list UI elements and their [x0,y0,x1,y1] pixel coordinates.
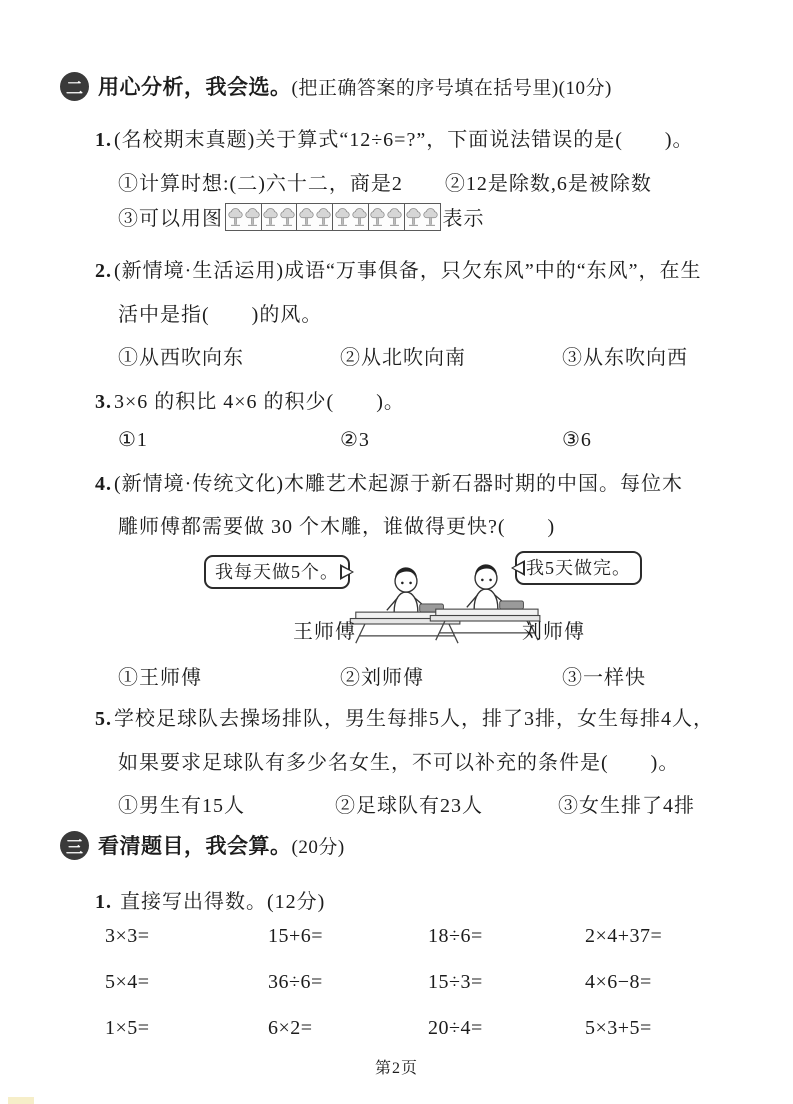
question-3-number: 3. [95,391,112,413]
section-2-title: 用心分析，我会选。 [98,76,292,99]
question-2-line-2: 活中是指( )的风。 [118,304,323,326]
scan-artifact [8,1097,34,1104]
question-4-line-1: 4. (新情境·传统文化)木雕艺术起源于新石器时期的中国。每位木 [95,473,683,495]
calc-item: 5×3+5= [585,1017,652,1039]
woodcarvers-illustration [198,545,646,647]
question-4-number: 4. [95,473,112,495]
section-3-subtitle: (20分) [291,837,345,858]
calc-item: 6×2= [268,1017,313,1039]
q4-option-2: ②刘师傅 [340,667,424,689]
question-1-option-3 [118,202,485,231]
tree-group [296,203,333,231]
calc-item: 18÷6= [428,925,483,947]
q5-option-3: ③女生排了4排 [558,795,695,817]
section-3-header [60,830,345,860]
question-3-text: 3. 3×6 的积比 4×6 的积少( )。 [95,391,405,413]
question-2-line-1: 2. (新情境·生活运用)成语“万事俱备，只欠东风”中的“东风”，在生 [95,260,702,282]
calc-item: 2×4+37= [585,925,663,947]
q3-option-3: ③6 [562,429,592,451]
calc-item: 3×3= [105,925,150,947]
q5-option-1: ①男生有15人 [118,795,245,817]
q1-option-1: ①计算时想:(二)六十二，商是2 [118,173,403,195]
tree-group [261,203,298,231]
question-4-line-2: 雕师傅都需要做 30 个木雕，谁做得更快?( ) [118,516,556,538]
question-1-number: 1. [95,129,112,151]
question-2-number: 2. [95,260,112,282]
question-5-line-1: 5. 学校足球队去操场排队，男生每排5人，排了3排，女生每排4人， [95,708,714,730]
q1-option-2: ②12是除数,6是被除数 [444,173,652,195]
speech-bubble-wang: 我每天做5个。 [204,555,350,589]
subsection-1-number: 1. [95,891,112,913]
q2-option-3: ③从东吹向西 [562,347,688,369]
q2-option-1: ①从西吹向东 [118,347,244,369]
section-2-title-line [98,71,612,101]
tree-groups-illustration [225,203,441,231]
q2-option-2: ②从北吹向南 [340,347,466,369]
q1-option-3-suffix: 表示 [442,208,485,230]
section-3-title: 看清题目，我会算。 [98,835,292,858]
question-5-line-2: 如果要求足球队有多少名女生，不可以补充的条件是( )。 [118,752,680,774]
section-3-badge: 三 [60,831,89,860]
tree-group [332,203,369,231]
page-number: 第2页 [374,1060,418,1077]
q1-option-3-prefix: ③可以用图 [118,208,223,230]
section-2-header [60,71,612,101]
calc-item: 4×6−8= [585,971,652,993]
q4-option-3: ③一样快 [562,667,646,689]
calc-item: 1×5= [105,1017,150,1039]
speech-bubble-liu: 我5天做完。 [515,551,642,585]
section-2-subtitle: (把正确答案的序号填在括号里)(10分) [291,78,612,99]
q3-option-1: ①1 [118,429,148,451]
section-2-badge: 二 [60,72,89,101]
q4-option-1: ①王师傅 [118,667,202,689]
calc-item: 5×4= [105,971,150,993]
question-5-number: 5. [95,708,112,730]
worker-liu-label: 刘师傅 [522,621,585,643]
q3-option-2: ②3 [340,429,370,451]
question-1-options [118,167,652,196]
q5-option-2: ②足球队有23人 [335,795,483,817]
worker-wang-label: 王师傅 [293,621,356,643]
tree-group [225,203,262,231]
calc-item: 36÷6= [268,971,323,993]
tree-group [368,203,405,231]
tree-group [404,203,441,231]
calc-item: 15÷3= [428,971,483,993]
section-3-title-line [98,830,345,860]
calc-item: 15+6= [268,925,324,947]
section-3-subsection-1: 1. 直接写出得数。(12分) [95,891,326,913]
calc-item: 20÷4= [428,1017,483,1039]
question-1-text: 1. (名校期末真题)关于算式“12÷6=?”，下面说法错误的是( )。 [95,129,694,151]
